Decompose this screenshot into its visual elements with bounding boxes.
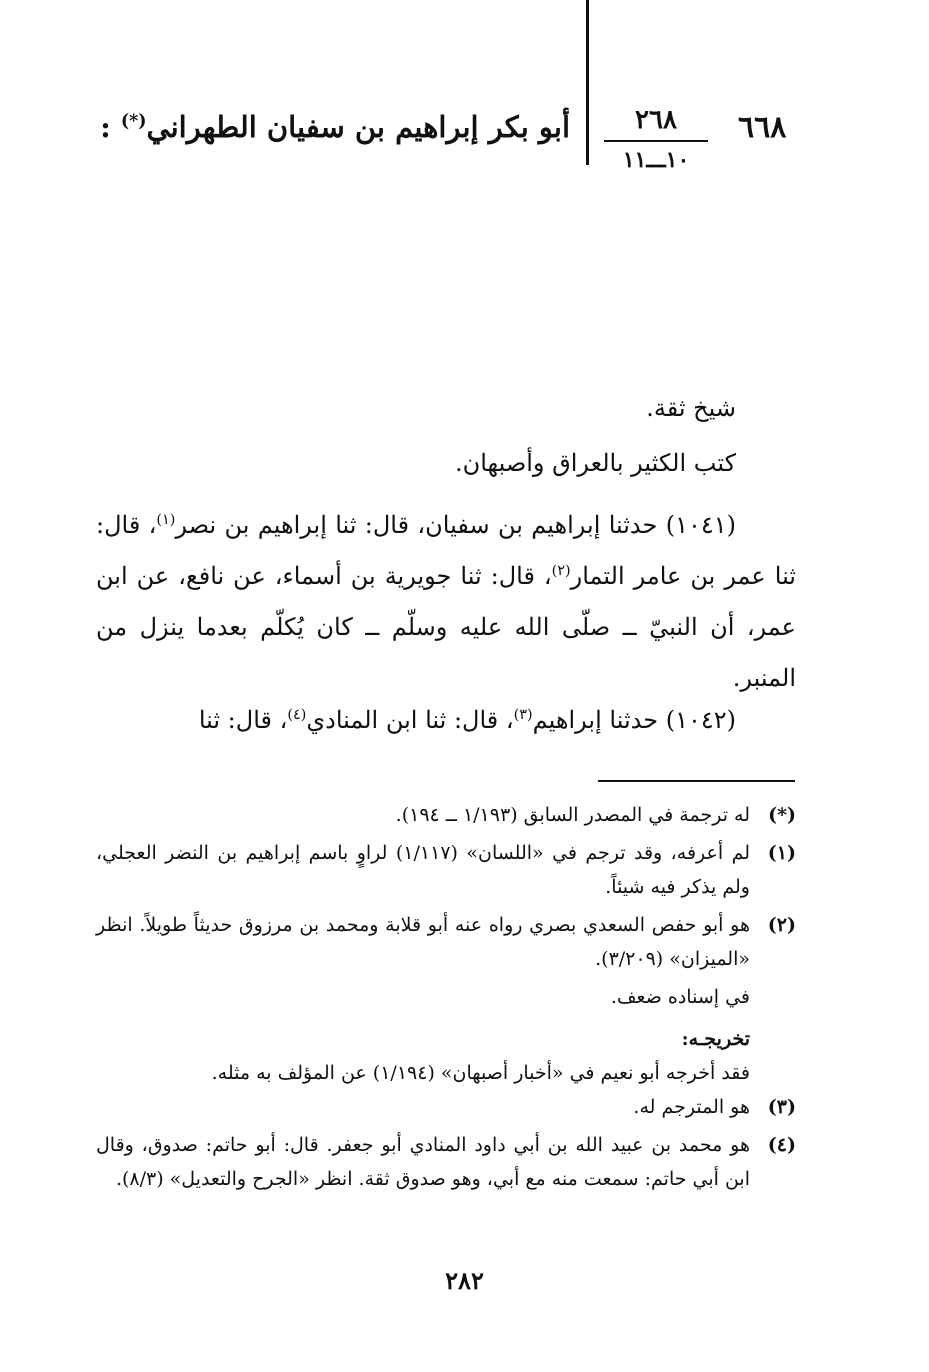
footnote-3	[96, 1090, 796, 1124]
footnote-4-mark: (٤)	[767, 1134, 796, 1156]
body-line-2: كتب الكثير بالعراق وأصبهان.	[454, 449, 736, 477]
footnote-3-text: هو المترجم له.	[633, 1096, 750, 1118]
hadith-1042-part-c: ، قال: ثنا	[198, 706, 288, 734]
footnote-ref-4: (٤)	[287, 707, 307, 723]
hadith-1041-part-c: ، قال: ثنا جويرية بن أسماء، عن نافع، عن ابن عمر، أن النبيّ ــ صلّى الله عليه وسلّم ــ كان يُكلّم بعدما ينزل من المنبر.	[96, 562, 796, 692]
footnote-4-text: هو محمد بن عبيد الله بن أبي داود المنادي أبو جعفر. قال: أبو حاتم: صدوق، وقال ابن أبي حاتم: سمعت منه مع أبي، وهو صدوق ثقة. انظر «الجرح والتعديل» (٨/٣).	[96, 1134, 750, 1190]
footnote-ref-1: (١)	[156, 512, 176, 528]
footnote-2-mark: (٢)	[767, 914, 796, 936]
footnotes	[96, 798, 796, 1200]
footnote-2-subnote: في إسناده ضعف.	[610, 986, 750, 1008]
entry-title-suffix: :	[100, 110, 121, 144]
footnote-3-mark: (٣)	[767, 1096, 796, 1118]
hadith-1042-part-b: ، قال: ثنا ابن المنادي	[306, 706, 514, 734]
footnote-1	[96, 836, 796, 904]
footnote-star-mark: (*)	[768, 804, 796, 826]
hadith-1041-part-a: (١٠٤١) حدثنا إبراهيم بن سفيان، قال: ثنا إبراهيم بن نصر	[175, 511, 736, 539]
fraction-denominator: ١٠ـــ١١	[622, 147, 690, 173]
fraction-numerator: ٢٦٨	[635, 105, 677, 135]
footnote-ref-2: (٢)	[551, 563, 571, 579]
footnote-4	[96, 1128, 796, 1196]
entry-number: ٦٦٨	[738, 110, 787, 145]
footnote-1-mark: (١)	[767, 842, 796, 864]
footnote-2	[96, 908, 796, 976]
hadith-1042-part-a: (١٠٤٢) حدثنا إبراهيم	[532, 706, 736, 734]
footnote-1-text: لم أعرفه، وقد ترجم في «اللسان» (١/١١٧) لراوٍ باسم إبراهيم بن النضر العجلي، ولم يذكر فيه شيئاً.	[96, 842, 750, 898]
footnote-2-text: هو أبو حفص السعدي بصري رواه عنه أبو قلابة ومحمد بن مرزوق حديثاً طويلاً. انظر «الميزان» (٣/٢٠٩).	[96, 914, 750, 970]
page-number: ٢٨٢	[445, 1266, 484, 1295]
title-footnote-mark: (*)	[120, 111, 147, 132]
hadith-1042	[96, 695, 796, 746]
hadith-1041-part-b: ، قال: ثنا عمر بن عامر التمار	[96, 511, 796, 590]
entry-title	[100, 110, 570, 144]
footnote-ref-3: (٣)	[513, 707, 533, 723]
header-vertical-rule	[586, 0, 589, 165]
takhrij-text: فقد أخرجه أبو نعيم في «أخبار أصبهان» (١/١٩٤) عن المؤلف به مثله.	[211, 1062, 750, 1084]
entry-title-text: أبو بكر إبراهيم بن سفيان الطهراني	[146, 110, 570, 144]
hadith-1041	[96, 500, 796, 704]
body-line-1: شيخ ثقة.	[646, 394, 736, 422]
footnote-separator	[598, 780, 795, 782]
footnote-star	[96, 798, 796, 832]
takhrij-label: تخريجـه:	[681, 1028, 750, 1050]
volume-page-fraction	[604, 104, 708, 174]
fraction-bar	[604, 140, 708, 142]
footnote-star-text: له ترجمة في المصدر السابق (١/١٩٣ ــ ١٩٤).	[395, 804, 750, 826]
